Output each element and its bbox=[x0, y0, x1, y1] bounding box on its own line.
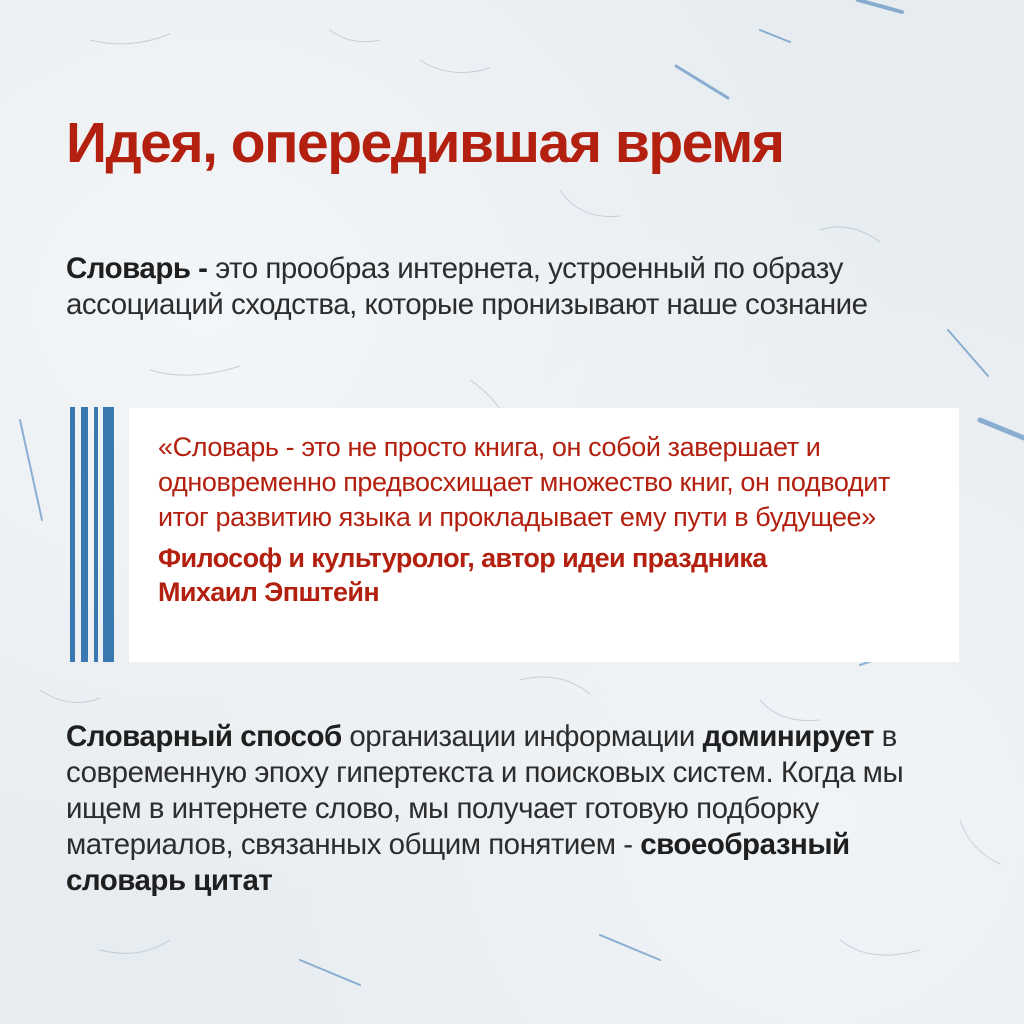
intro-paragraph bbox=[66, 251, 966, 323]
quote-stripe bbox=[94, 407, 98, 662]
quote-author bbox=[158, 541, 931, 609]
outro-text-2: в современную эпоху гипертекста и поисковых систем. Когда мы ищем в интернете слово, мы получает готовую подборку материалов, связанных общим понятием - bbox=[66, 720, 904, 861]
quote-author-name: Михаил Эпштейн bbox=[158, 577, 380, 607]
outro-bold-2: доминирует bbox=[702, 720, 874, 753]
outro-bold-1: Словарный способ bbox=[66, 720, 342, 753]
quote-stripe bbox=[103, 407, 114, 662]
quote-stripe bbox=[81, 407, 88, 662]
quote-stripes-decoration bbox=[70, 407, 114, 662]
intro-term: Словарь - bbox=[66, 252, 208, 285]
quote-card bbox=[129, 408, 959, 662]
outro-paragraph bbox=[66, 719, 966, 899]
outro-text-1: организации информации bbox=[341, 720, 703, 753]
page-title: Идея, опередившая время bbox=[66, 111, 784, 175]
intro-text: это прообраз интернета, устроенный по образу ассоциаций сходства, которые пронизывают наше сознание bbox=[66, 252, 868, 321]
outro-bold-3: своеобразный словарь цитат bbox=[66, 828, 850, 897]
quote-author-role: Философ и культуролог, автор идеи праздника bbox=[158, 543, 767, 573]
quote-text: «Словарь - это не просто книга, он собой завершает и одновременно предвосхищает множество книг, он подводит итог развитию языка и прокладывает ему пути в будущее» bbox=[158, 432, 890, 532]
quote-stripe bbox=[70, 407, 75, 662]
